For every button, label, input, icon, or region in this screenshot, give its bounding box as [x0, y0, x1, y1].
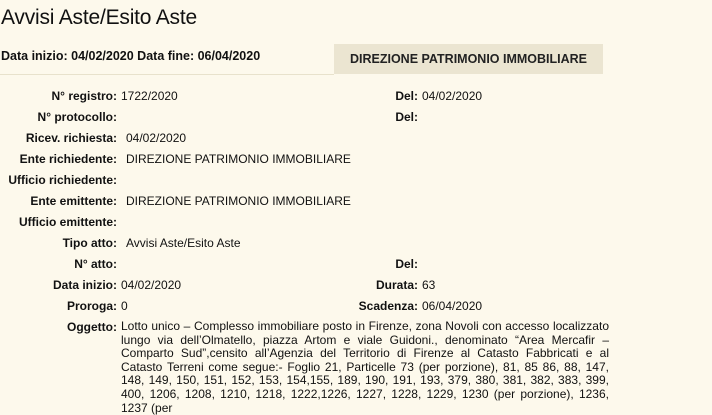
durata-value: 63 — [422, 278, 436, 292]
registro-del-label: Del: — [395, 89, 418, 103]
proroga-value: 0 — [121, 299, 128, 313]
ente-emittente-label: Ente emittente: — [30, 194, 117, 208]
ufficio-emittente-label: Ufficio emittente: — [18, 215, 117, 229]
page-title: Avvisi Aste/Esito Aste — [1, 6, 197, 29]
n-atto-del-label: Del: — [395, 257, 418, 271]
ufficio-richiedente-label: Ufficio richiedente: — [8, 173, 117, 187]
dates-line: Data inizio: 04/02/2020 Data fine: 06/04/2020 — [1, 49, 261, 63]
registro-label: N° registro: — [51, 89, 117, 103]
protocollo-del-label: Del: — [395, 110, 418, 124]
protocollo-label: N° protocollo: — [37, 110, 117, 124]
data-inizio-value: 04/02/2020 — [121, 278, 182, 292]
ricev-label: Ricev. richiesta: — [25, 131, 117, 145]
registro-value: 1722/2020 — [121, 89, 178, 103]
tipo-atto-label: Tipo atto: — [62, 236, 117, 250]
scadenza-label: Scadenza: — [358, 299, 418, 313]
office-box — [334, 44, 603, 74]
oggetto-label: Oggetto: — [67, 320, 117, 334]
registro-del-value: 04/02/2020 — [422, 89, 483, 103]
tipo-atto-value: Avvisi Aste/Esito Aste — [126, 236, 241, 250]
n-atto-label: N° atto: — [74, 257, 117, 271]
ente-emittente-value: DIREZIONE PATRIMONIO IMMOBILIARE — [126, 194, 351, 208]
proroga-label: Proroga: — [66, 299, 117, 313]
ente-richiedente-label: Ente richiedente: — [19, 152, 117, 166]
office-label: DIREZIONE PATRIMONIO IMMOBILIARE — [349, 52, 588, 66]
data-inizio-label: Data inizio: — [52, 278, 117, 292]
durata-label: Durata: — [375, 278, 418, 292]
ricev-value: 04/02/2020 — [126, 131, 187, 145]
ente-richiedente-value: DIREZIONE PATRIMONIO IMMOBILIARE — [126, 152, 351, 166]
scadenza-value: 06/04/2020 — [422, 299, 483, 313]
oggetto-value: Lotto unico – Complesso immobiliare posto in Firenze, zona Novoli con accesso localizzato lungo via dell’Olmatello, piazza Artom e viale Guidoni., denominato “Area Mercafir – Comparto Sud”,censito all’Agenzia del Territorio di Firenze al Catasto Fabbricati e al Catasto Terreni come segue:- Foglio 21, Particelle 73 (per porzione), 81, 85 86, 88, 147, 148, 149, 150, 151, 152, 153, 154,155, 189, 190, 191, 193, 379, 380, 381, 382, 383, 399, 400, 1206, 1208, 1210, 1218, 1222,1226, 1227, 1228, 1229, 1230 (per porzione), 1236, 1237 (per — [121, 319, 609, 415]
